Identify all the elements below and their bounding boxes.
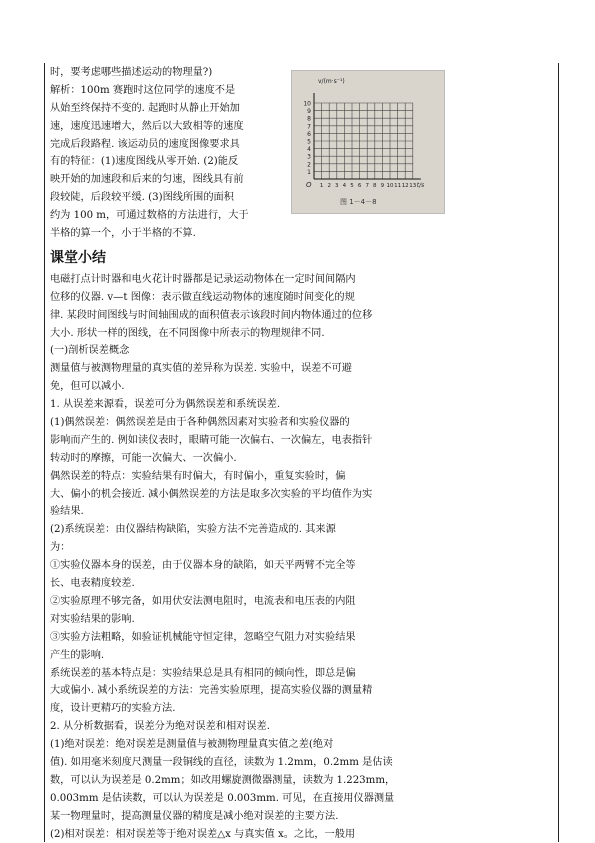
y-tick-label: 1: [307, 168, 311, 176]
y-tick-label: 3: [307, 153, 311, 161]
text-line: 大、偏小的机会接近. 减小偶然误差的方法是取多次实验的平均值作为实: [50, 488, 373, 500]
text-line: 大或偏小. 减小系统误差的方法：完善实验原理，提高实验仪器的测量精: [50, 685, 373, 697]
x-axis-label: t/s: [416, 182, 425, 189]
x-tick-label: 9: [380, 183, 385, 189]
y-tick-label: 10: [303, 100, 311, 108]
text-line: 测量值与被测物理量的真实值的差异称为误差. 实验中，误差不可避: [50, 363, 352, 375]
x-tick-label: 12: [401, 183, 409, 189]
text-line: 为：: [50, 542, 71, 554]
text-line: 某一物理量时，提高测量仪器的精度是减小绝对误差的主要方法.: [50, 810, 339, 822]
text-line: ②实验原理不够完备，如用伏安法测电阻时，电流表和电压表的内阻: [50, 595, 356, 607]
text-line: (一)剖析误差概念: [50, 345, 130, 357]
y-tick-label: 8: [307, 115, 311, 123]
x-tick-label: 10: [386, 183, 394, 189]
y-tick-label: 6: [307, 130, 311, 138]
y-tick-label: 7: [307, 123, 311, 131]
text-line: 产生的影响.: [50, 649, 105, 661]
text-line: 位移的仪器. v—t 图像：表示做直线运动物体的速度随时间变化的规: [50, 291, 355, 303]
text-line: ①实验仪器本身的误差，由于仪器本身的缺陷，如天平两臂不完全等: [50, 560, 356, 572]
x-tick-label: 2: [327, 183, 331, 189]
x-tick-label: 13: [409, 183, 417, 189]
text-line: 大小. 形状一样的图线，在不同图像中所表示的物理规律不同.: [50, 327, 325, 339]
text-line: 1. 从误差来源看，误差可分为偶然误差和系统误差.: [50, 399, 281, 411]
text-line: 映开始的加速段和后来的匀速，图线具有前: [50, 174, 244, 186]
figure-caption: 图 1－4－8: [340, 198, 377, 206]
y-tick-label: 2: [307, 161, 311, 169]
velocity-graph: [292, 71, 444, 213]
text-line: 影响而产生的. 例如读仪表时，眼睛可能一次偏右、一次偏左，电表指针: [50, 434, 373, 446]
text-line: 完成后段路程. 该运动员的速度图像要求具: [50, 138, 240, 150]
text-line: (2)系统误差：由仪器结构缺陷，实验方法不完善造成的. 其来源: [50, 524, 336, 536]
y-tick-label: 4: [307, 146, 311, 154]
x-tick-label: 5: [350, 183, 354, 189]
x-tick-label: 7: [365, 183, 369, 189]
y-tick-label: 9: [307, 108, 311, 116]
text-line: 对实验结果的影响.: [50, 613, 135, 625]
x-tick-label: 4: [342, 183, 347, 189]
text-line: 度，设计更精巧的实验方法.: [50, 703, 176, 715]
x-tick-label: 6: [357, 183, 362, 189]
y-axis-label: v/(m·s⁻¹): [318, 78, 345, 85]
x-tick-label: 8: [373, 183, 377, 189]
text-line: 系统误差的基本特点是：实验结果总是具有相同的倾向性，即总是偏: [50, 667, 356, 679]
text-line: ③实验方法粗略，如验证机械能守恒定律，忽略空气阻力对实验结果: [50, 631, 356, 643]
velocity-graph-figure: [291, 70, 445, 214]
text-line: 2. 从分析数据看，误差分为绝对误差和相对误差.: [50, 721, 270, 733]
section-heading: 课堂小结: [50, 249, 106, 266]
text-line: 验结果.: [50, 506, 84, 518]
text-line: (2)相对误差：相对误差等于绝对误差△x 与真实值 x。之比，一般用: [50, 828, 356, 840]
y-tick-label: 5: [307, 138, 311, 146]
text-line: 长、电表精度较差.: [50, 578, 135, 590]
text-line: 值). 如用毫米刻度尺测量一段铜线的直径，读数为 1.2mm，0.2mm 是估读: [50, 756, 393, 768]
text-line: 免，但可以减小.: [50, 381, 125, 393]
text-line: 0.003mm 是估读数，可以认为误差是 0.003mm. 可见，在直接用仪器测量: [50, 792, 395, 804]
x-tick-label: 11: [394, 183, 402, 189]
x-tick-label: 1: [319, 183, 324, 189]
text-line: 段较陡，后段较平缓. (3)图线所围的面积: [50, 192, 234, 204]
text-line: 约为 100 m，可通过数格的方法进行，大于: [50, 210, 249, 222]
text-line: 有的特征：(1)速度图线从零开始. (2)能反: [50, 156, 239, 168]
text-line: (1)偶然误差：偶然误差是由于各种偶然因素对实验者和实验仪器的: [50, 417, 350, 429]
text-line: 转动时的摩擦，可能一次偏大、一次偏小.: [50, 452, 237, 464]
text-line: 速，速度迅速增大，然后以大致相等的速度: [50, 120, 244, 132]
summary-block: [50, 271, 550, 843]
text-line: 解析：100m 赛跑时这位同学的速度不是: [50, 84, 236, 96]
text-line: 半格的算一个，小于半格的不算.: [50, 228, 196, 240]
text-line: 数，可以认为误差是 0.2mm；如改用螺旋测微器测量，读数为 1.223mm，: [50, 774, 396, 786]
text-line: 偶然误差的特点：实验结果有时偏大，有时偏小，重复实验时，偏: [50, 470, 346, 482]
text-line: 时，要考虑哪些描述运动的物理量?): [50, 67, 213, 78]
text-line: 律. 某段时间图线与时间轴围成的面积值表示该段时间内物体通过的位移: [50, 309, 373, 321]
x-tick-label: 3: [335, 183, 339, 189]
text-line: (1)绝对误差：绝对误差是测量值与被测物理量真实值之差(绝对: [50, 739, 334, 751]
text-line: 从始至终保持不变的. 起跑时从静止开始加: [50, 102, 240, 114]
text-line: 电磁打点计时器和电火花计时器都是记录运动物体在一定时间间隔内: [50, 273, 356, 285]
origin-label: O: [306, 181, 312, 189]
